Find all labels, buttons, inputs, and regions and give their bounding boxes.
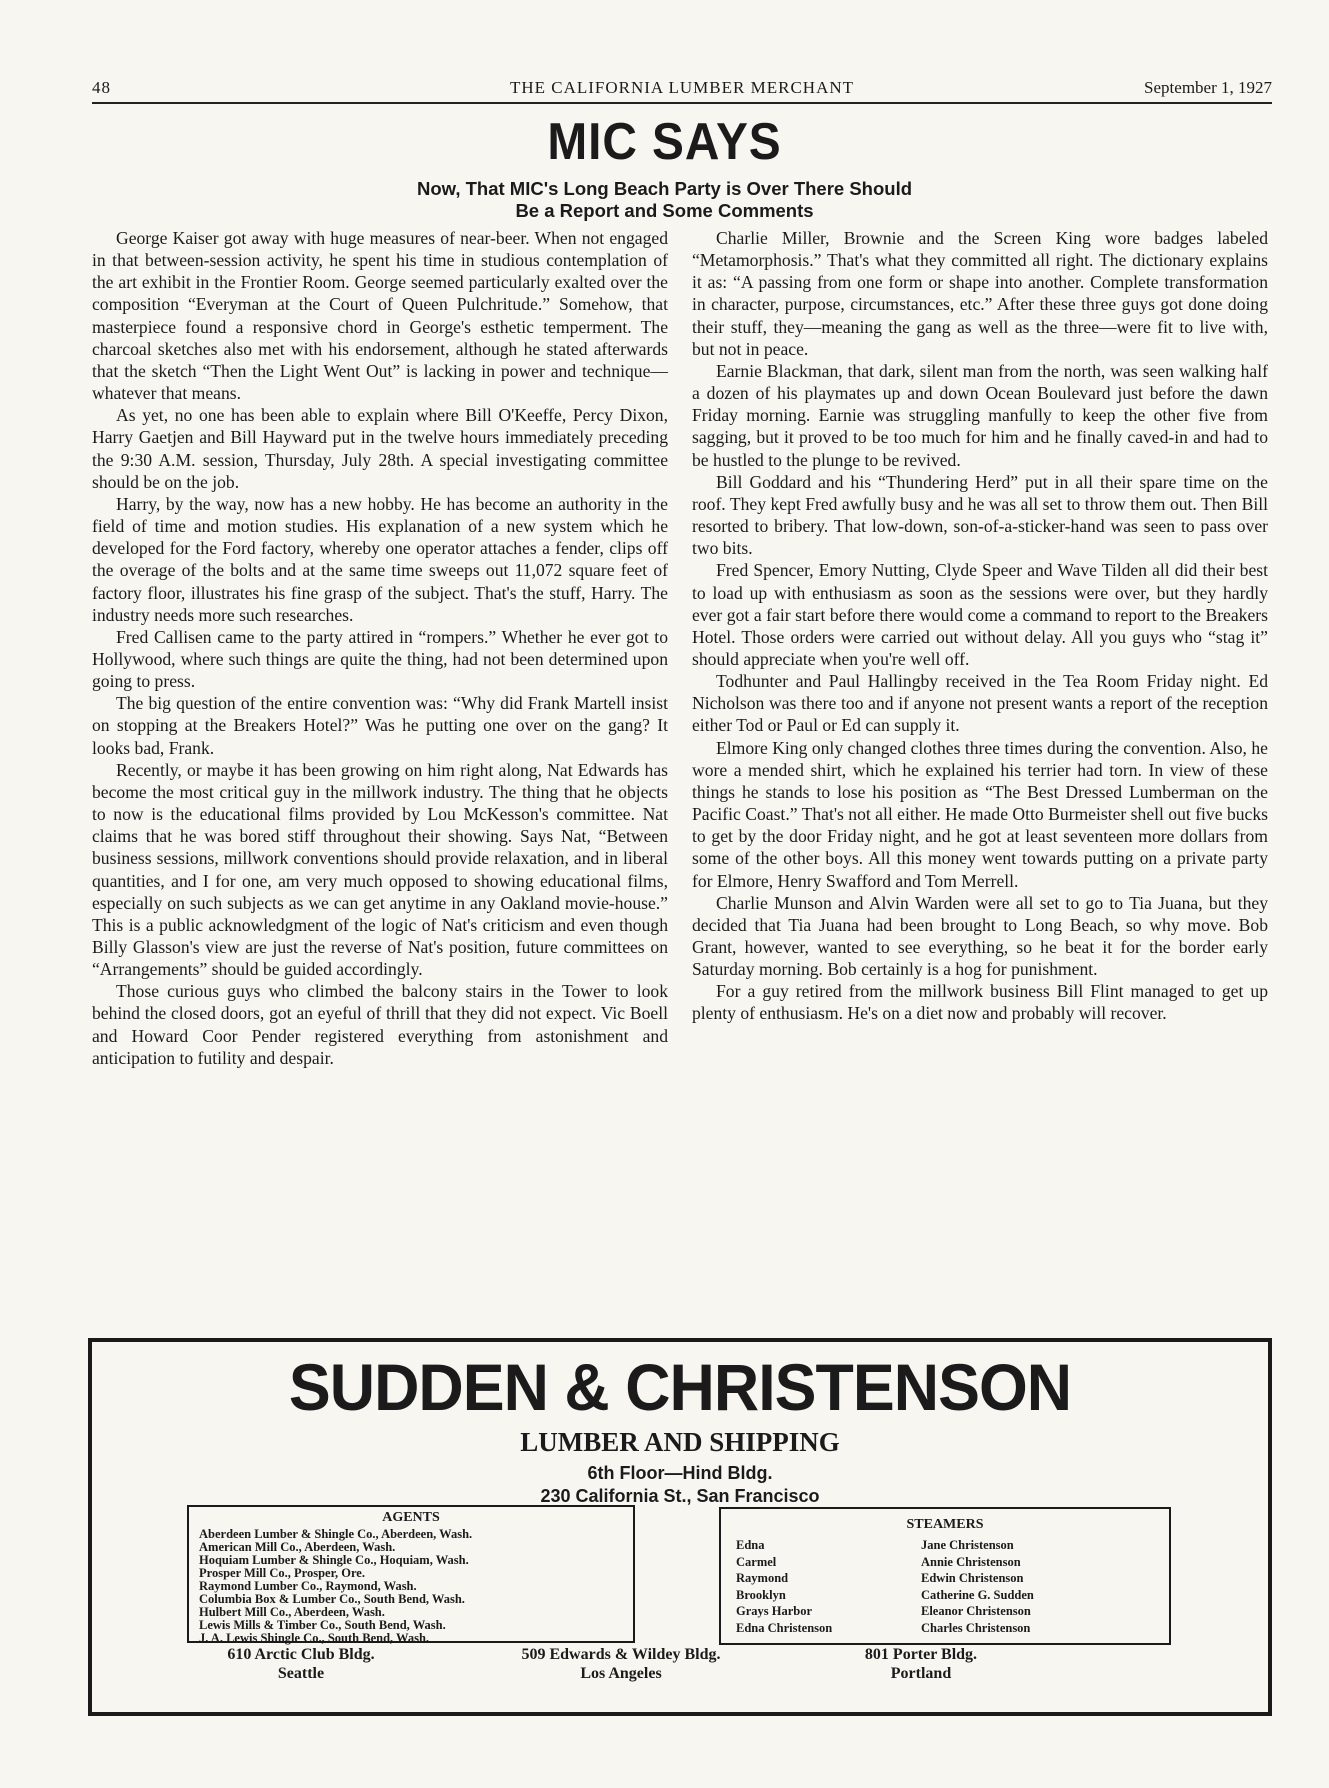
office-building: 801 Porter Bldg. xyxy=(864,1646,978,1663)
right-column xyxy=(692,227,1268,1327)
paragraph: Bill Goddard and his “Thundering Herd” put in all their spare time on the roof. They kept Fred awfully busy and he was all set to throw them out. Then Bill resorted to bribery. That low-down, son-of-a-sticker-hand was seen to pass over two bits. xyxy=(692,471,1268,559)
left-column xyxy=(92,227,668,1327)
list-item: Raymond xyxy=(736,1571,789,1586)
paragraph: Fred Callisen came to the party attired in “rompers.” Whether he ever got to Hollywood, where such things are quite the thing, had not been determined upon going to press. xyxy=(92,626,668,692)
subtitle-line: Now, That MIC's Long Beach Party is Over There Should xyxy=(416,178,913,199)
office-building: 610 Arctic Club Bldg. xyxy=(227,1646,375,1663)
list-item: Hoquiam Lumber & Shingle Co., Hoquiam, Wash. xyxy=(199,1553,469,1567)
list-item: J. A. Lewis Shingle Co., South Bend, Wash. xyxy=(199,1631,430,1645)
issue-date: September 1, 1927 xyxy=(1144,78,1272,97)
paragraph: Earnie Blackman, that dark, silent man from the north, was seen walking half a dozen of his playmates up and down Ocean Boulevard just before the dawn Friday morning. Earnie was struggling manfully to keep the other five from sagging, but it proved to be too much for him and he finally caved-in and had to be hustled to the plunge to be revived. xyxy=(692,360,1268,470)
paragraph: Todhunter and Paul Hallingby received in the Tea Room Friday night. Ed Nicholson was there too and if anyone not present wants a report of the reception either Tod or Paul or Ed can supply it. xyxy=(692,671,1268,736)
ad-address-line: 230 California St., San Francisco xyxy=(540,1486,820,1506)
office-seattle xyxy=(201,1645,401,1683)
office-city: Portland xyxy=(890,1665,952,1682)
steamers-list-right xyxy=(921,1537,1034,1637)
list-item: Edna xyxy=(736,1538,765,1552)
office-city: Seattle xyxy=(277,1665,325,1682)
paragraph: Those curious guys who climbed the balcony stairs in the Tower to look behind the closed doors, got an eyeful of thrill that they did not expect. Vic Boell and Howard Coor Pender registered everything from astonishment and anticipation to futility and despair. xyxy=(92,981,668,1068)
paragraph: George Kaiser got away with huge measures of near-beer. When not engaged in that between-session activity, he spent his time in studious contemplation of the art exhibit in the Frontier Room. George seemed particularly exalted over the composition “Everyman at the Court of Queen Pulchritude.” Somehow, that masterpiece found a responsive chord in George's esthetic temperment. The charcoal sketches also met with his endorsement, although he stated afterwards that the sketch “Then the Light Went Out” is lacking in power and technique—whatever that means. xyxy=(92,228,668,404)
office-city: Los Angeles xyxy=(580,1665,662,1682)
paragraph: Recently, or maybe it has been growing on him right along, Nat Edwards has become the most critical guy in the millwork industry. The thing that he objects to now is the educational films provided by Lou McKesson's committee. Nat claims that he was bored stiff throughout their showing. Says Nat, “Between business sessions, millwork conventions should provide relaxation, and in liberal quantities, and I for one, am very much opposed to showing educational films, especially on such subjects as we can get anytime in any Oakland movie-house.” This is a public acknowledgment of the logic of Nat's criticism and even though Billy Glasson's view are just the reverse of Nat's position, future committees on “Arrangements” should be guided accordingly. xyxy=(92,759,668,980)
list-item: Hulbert Mill Co., Aberdeen, Wash. xyxy=(199,1605,385,1619)
list-item: Lewis Mills & Timber Co., South Bend, Wash. xyxy=(199,1618,446,1632)
paragraph: Charlie Munson and Alvin Warden were all set to go to Tia Juana, but they decided that Tia Juana had been brought to Long Beach, so why move. Bob Grant, however, wanted to see everything, so he beat it for the border early Saturday morning. Bob certainly is a hog for punishment. xyxy=(692,892,1268,980)
agents-box xyxy=(187,1505,635,1643)
article-title: MIC SAYS xyxy=(547,113,782,171)
ad-tagline: LUMBER AND SHIPPING xyxy=(520,1427,840,1457)
subtitle-line: Be a Report and Some Comments xyxy=(515,200,814,221)
list-item: Raymond Lumber Co., Raymond, Wash. xyxy=(199,1579,417,1593)
sudden-christenson-advertisement xyxy=(88,1338,1272,1716)
list-item: Grays Harbor xyxy=(736,1604,813,1619)
steamers-list-left xyxy=(736,1537,832,1637)
list-item: Jane Christenson xyxy=(921,1538,1014,1552)
list-item: Columbia Box & Lumber Co., South Bend, Wash. xyxy=(199,1592,465,1606)
list-item: Carmel xyxy=(736,1554,777,1569)
list-item: Prosper Mill Co., Prosper, Ore. xyxy=(199,1566,365,1580)
steamers-title: STEAMERS xyxy=(906,1517,984,1532)
running-header xyxy=(92,76,1272,104)
list-item: Edwin Christenson xyxy=(921,1571,1024,1586)
paragraph: For a guy retired from the millwork business Bill Flint managed to get up plenty of enthusiasm. He's on a diet now and probably will recover. xyxy=(692,981,1268,1024)
list-item: Catherine G. Sudden xyxy=(921,1587,1034,1602)
paragraph: Harry, by the way, now has a new hobby. He has become an authority in the field of time and motion studies. His explanation of a new system which he developed for the Ford factory, whereby one operator attaches a fender, clips off the overage of the bolts and at the same time sweeps out 11,072 square feet of factory floor, illustrates his fine grasp of the subject. That's the stuff, Harry. The industry needs more such researches. xyxy=(92,493,668,625)
office-building: 509 Edwards & Wildey Bldg. xyxy=(521,1646,721,1663)
list-item: Aberdeen Lumber & Shingle Co., Aberdeen, Wash. xyxy=(199,1527,473,1541)
paragraph: Elmore King only changed clothes three times during the convention. Also, he wore a mended shirt, which he explained his terrier had torn. In view of these things he stands to lose his position as “The Best Dressed Lumberman on the Pacific Coast.” That's not all either. He made Otto Burmeister shell out five bucks to get by the door Friday night, and he got at least seventeen more dollars from some of the other boys. All this money went towards putting on a private party for Elmore, Henry Swafford and Tom Merrell. xyxy=(692,737,1268,891)
page-number: 48 xyxy=(92,78,111,97)
ad-address-line: 6th Floor—Hind Bldg. xyxy=(587,1463,773,1483)
paragraph: Fred Spencer, Emory Nutting, Clyde Speer and Wave Tilden all did their best to load up with enthusiasm as soon as the sessions were over, but they hardly ever got a fair start before there would come a command to report to the Breakers Hotel. Those orders were carried out without delay. All you guys who “stag it” should appreciate when you're well off. xyxy=(692,560,1268,669)
list-item: Brooklyn xyxy=(736,1587,786,1602)
office-los-angeles xyxy=(471,1645,771,1683)
agents-title: AGENTS xyxy=(382,1510,440,1525)
list-item: Edna Christenson xyxy=(736,1620,833,1635)
steamers-box xyxy=(719,1507,1171,1645)
article-subtitle xyxy=(0,178,1329,222)
list-item: Charles Christenson xyxy=(921,1620,1031,1635)
paragraph: As yet, no one has been able to explain where Bill O'Keeffe, Percy Dixon, Harry Gaetjen and Bill Hayward put in the twelve hours immediately preceding the 9:30 A.M. session, Thursday, July 28th. A special investigating committee should be on the job. xyxy=(92,405,668,492)
agents-list xyxy=(199,1528,633,1645)
paragraph: Charlie Miller, Brownie and the Screen King wore badges labeled “Metamorphosis.” That's what they committed all right. The dictionary explains it as: “A passing from one form or shape into another. Complete transformation in character, purpose, circumstances, etc.” After these three guys got done doing their stuff, they—meaning the gang as well as the three—were fit to live with, but not in peace. xyxy=(692,228,1268,359)
publication-title: THE CALIFORNIA LUMBER MERCHANT xyxy=(509,78,855,97)
paragraph: The big question of the entire convention was: “Why did Frank Martell insist on stopping at the Breakers Hotel?” Was he putting one over on the gang? It looks bad, Frank. xyxy=(92,693,668,758)
office-portland xyxy=(801,1645,1041,1683)
list-item: American Mill Co., Aberdeen, Wash. xyxy=(199,1540,396,1554)
list-item: Annie Christenson xyxy=(921,1554,1021,1569)
ad-company-name: SUDDEN & CHRISTENSON xyxy=(288,1350,1072,1424)
list-item: Eleanor Christenson xyxy=(921,1604,1031,1619)
